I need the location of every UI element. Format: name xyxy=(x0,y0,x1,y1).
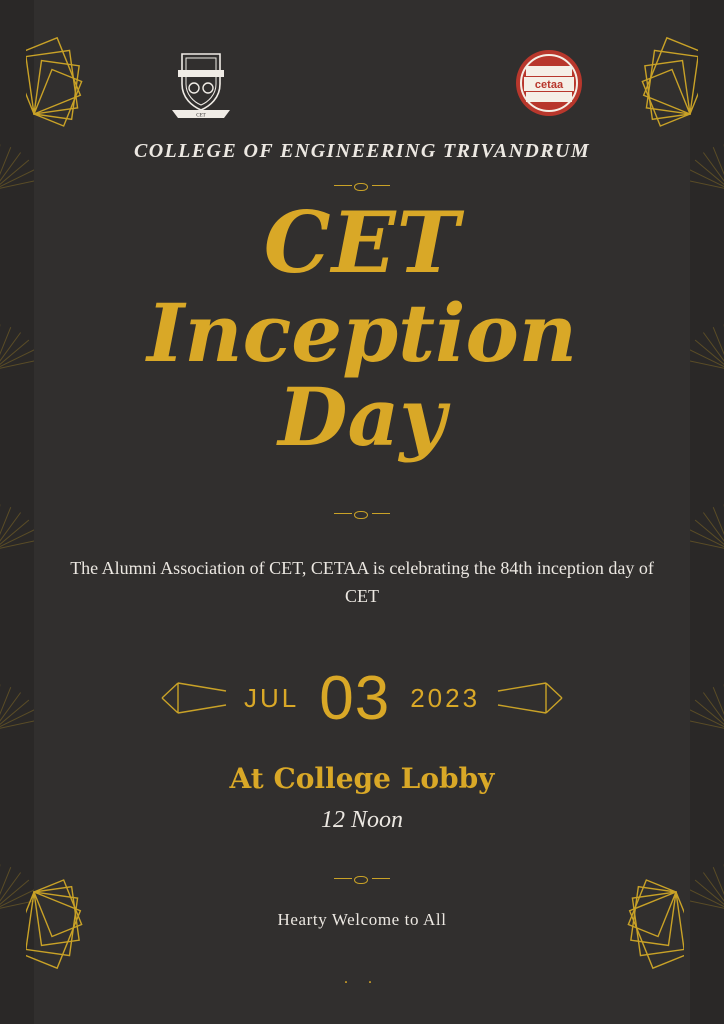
event-description: The Alumni Association of CET, CETAA is celebrating the 84th inception day of CET xyxy=(70,558,654,606)
divider-ornament-top xyxy=(332,179,392,193)
dots-ornament: . . xyxy=(344,969,380,987)
panel-fan-ornament xyxy=(690,580,724,730)
left-decorative-panel xyxy=(0,0,34,1024)
welcome-note: Hearty Welcome to All xyxy=(277,909,447,929)
svg-text:cetaa: cetaa xyxy=(534,79,564,91)
poster-title-line-1: CET xyxy=(263,193,461,292)
panel-fan-ornament xyxy=(690,220,724,370)
event-date-row xyxy=(52,663,672,734)
panel-fan-ornament xyxy=(690,940,724,1024)
cetaa-seal-logo xyxy=(514,48,584,118)
event-time: 12 Noon xyxy=(320,806,403,833)
divider-ornament-bottom xyxy=(332,872,392,886)
arrow-ornament-right xyxy=(494,675,564,721)
svg-text:CET: CET xyxy=(196,113,206,119)
cet-crest-logo xyxy=(162,48,240,122)
poster-content xyxy=(52,0,672,1024)
event-venue: At College Lobby xyxy=(229,761,495,795)
right-decorative-panel xyxy=(690,0,724,1024)
panel-fan-ornament xyxy=(0,580,34,730)
event-day: 03 xyxy=(319,663,391,733)
panel-fan-ornament xyxy=(690,760,724,910)
poster-title-line-2: Inception Day xyxy=(147,286,577,464)
panel-fan-ornament xyxy=(690,400,724,550)
arrow-ornament-left xyxy=(160,675,230,721)
divider-ornament-middle xyxy=(332,507,392,521)
logo-row xyxy=(52,0,672,120)
panel-fan-ornament xyxy=(0,220,34,370)
college-name: COLLEGE OF ENGINEERING TRIVANDRUM xyxy=(133,140,591,162)
event-month: JUL xyxy=(243,682,300,713)
panel-fan-ornament xyxy=(0,400,34,550)
event-year: 2023 xyxy=(410,682,481,713)
